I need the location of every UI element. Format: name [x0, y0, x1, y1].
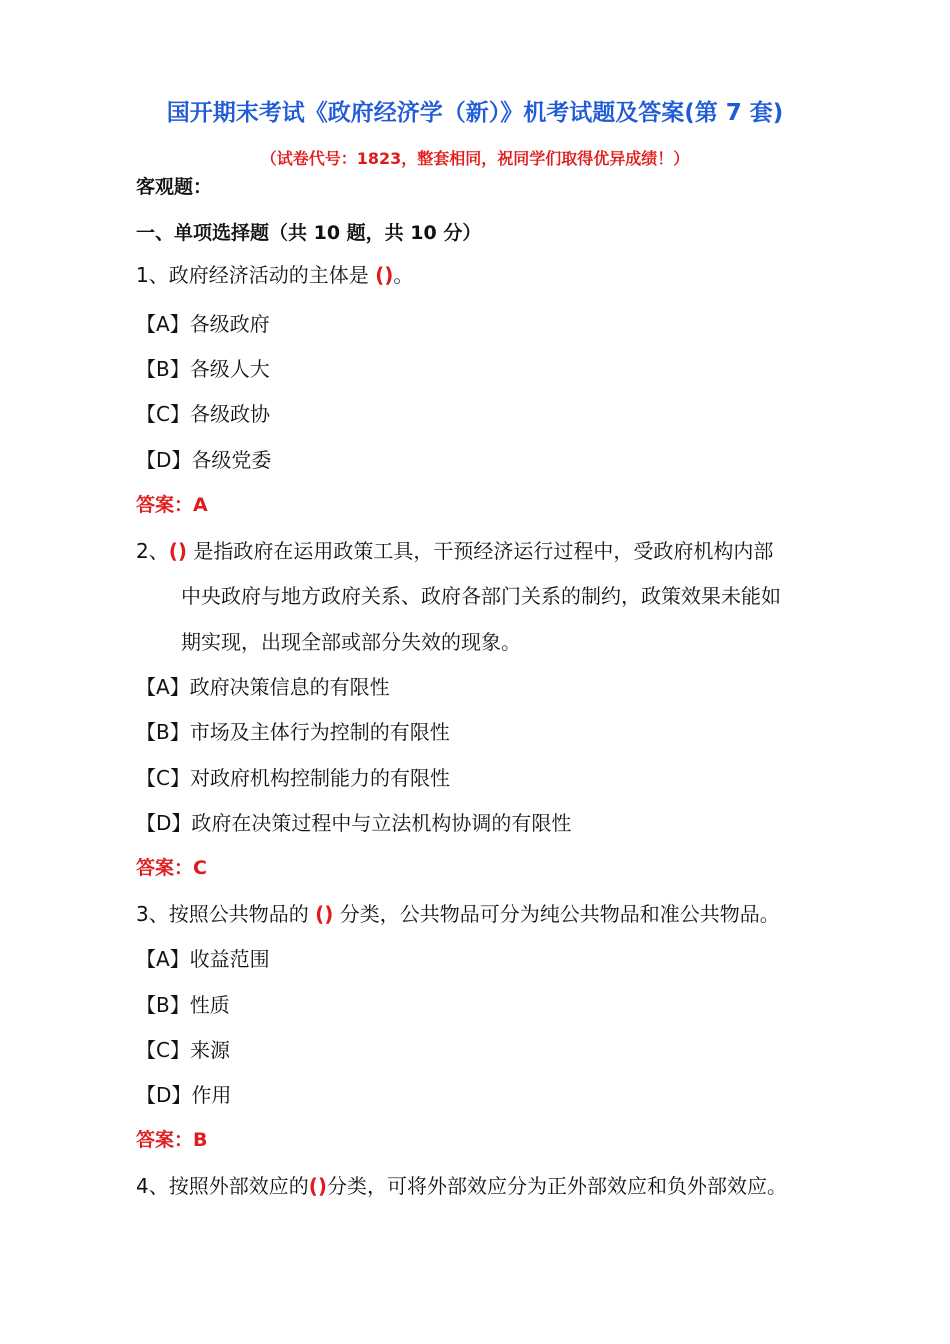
question-3 [136, 898, 780, 927]
document-title: 国开期末考试《政府经济学（新）》机考试题及答案(第 7 套) [166, 100, 784, 126]
answer-blank: () [168, 539, 188, 563]
option-b: 【B】各级人大 [136, 357, 270, 381]
section-single-choice-heading: 一、单项选择题（共 10 题，共 10 分） [136, 222, 482, 244]
section-objective-heading: 客观题： [136, 176, 213, 198]
option-d: 【D】各级党委 [136, 448, 272, 472]
option-a: 【A】收益范围 [136, 947, 270, 971]
option-c: 【C】来源 [136, 1038, 230, 1062]
question-text: 3、按照公共物品的 [136, 902, 309, 926]
answer-blank: () [315, 902, 334, 926]
question-2-line-1 [136, 535, 773, 564]
question-1 [136, 253, 866, 298]
option-d: 【D】政府在决策过程中与立法机构协调的有限性 [136, 811, 572, 835]
answer-blank: () [375, 263, 394, 287]
option-a: 【A】政府决策信息的有限性 [136, 675, 390, 699]
question-2-line-3: 期实现，出现全部或部分失效的现象。 [181, 630, 521, 654]
question-text: 1、政府经济活动的主体是 [136, 263, 369, 287]
option-d: 【D】作用 [136, 1083, 232, 1107]
question-text: 2、 [136, 539, 169, 563]
answer-label: 答案：C [136, 857, 207, 879]
answer-label: 答案：A [136, 494, 208, 516]
question-text: 分类，公共物品可分为纯公共物品和准公共物品。 [339, 902, 780, 926]
question-text: 4、按照外部效应的 [136, 1174, 309, 1198]
option-c: 【C】各级政协 [136, 402, 270, 426]
question-text: 分类，可将外部效应分为正外部效应和负外部效应。 [327, 1174, 788, 1198]
question-text: 。 [393, 263, 414, 287]
document-subtitle: （试卷代号：1823，整套相同，祝同学们取得优异成绩！） [260, 149, 690, 168]
question-4 [136, 1170, 787, 1199]
answer-label: 答案：B [136, 1129, 208, 1151]
answer-blank: () [308, 1174, 328, 1198]
option-b: 【B】性质 [136, 993, 230, 1017]
option-b: 【B】市场及主体行为控制的有限性 [136, 720, 450, 744]
question-text: 是指政府在运用政策工具，干预经济运行过程中，受政府机构内部 [193, 539, 774, 563]
option-c: 【C】对政府机构控制能力的有限性 [136, 766, 450, 790]
question-2-line-2: 中央政府与地方政府关系、政府各部门关系的制约，政策效果未能如 [181, 584, 781, 608]
option-a: 【A】各级政府 [136, 312, 270, 336]
